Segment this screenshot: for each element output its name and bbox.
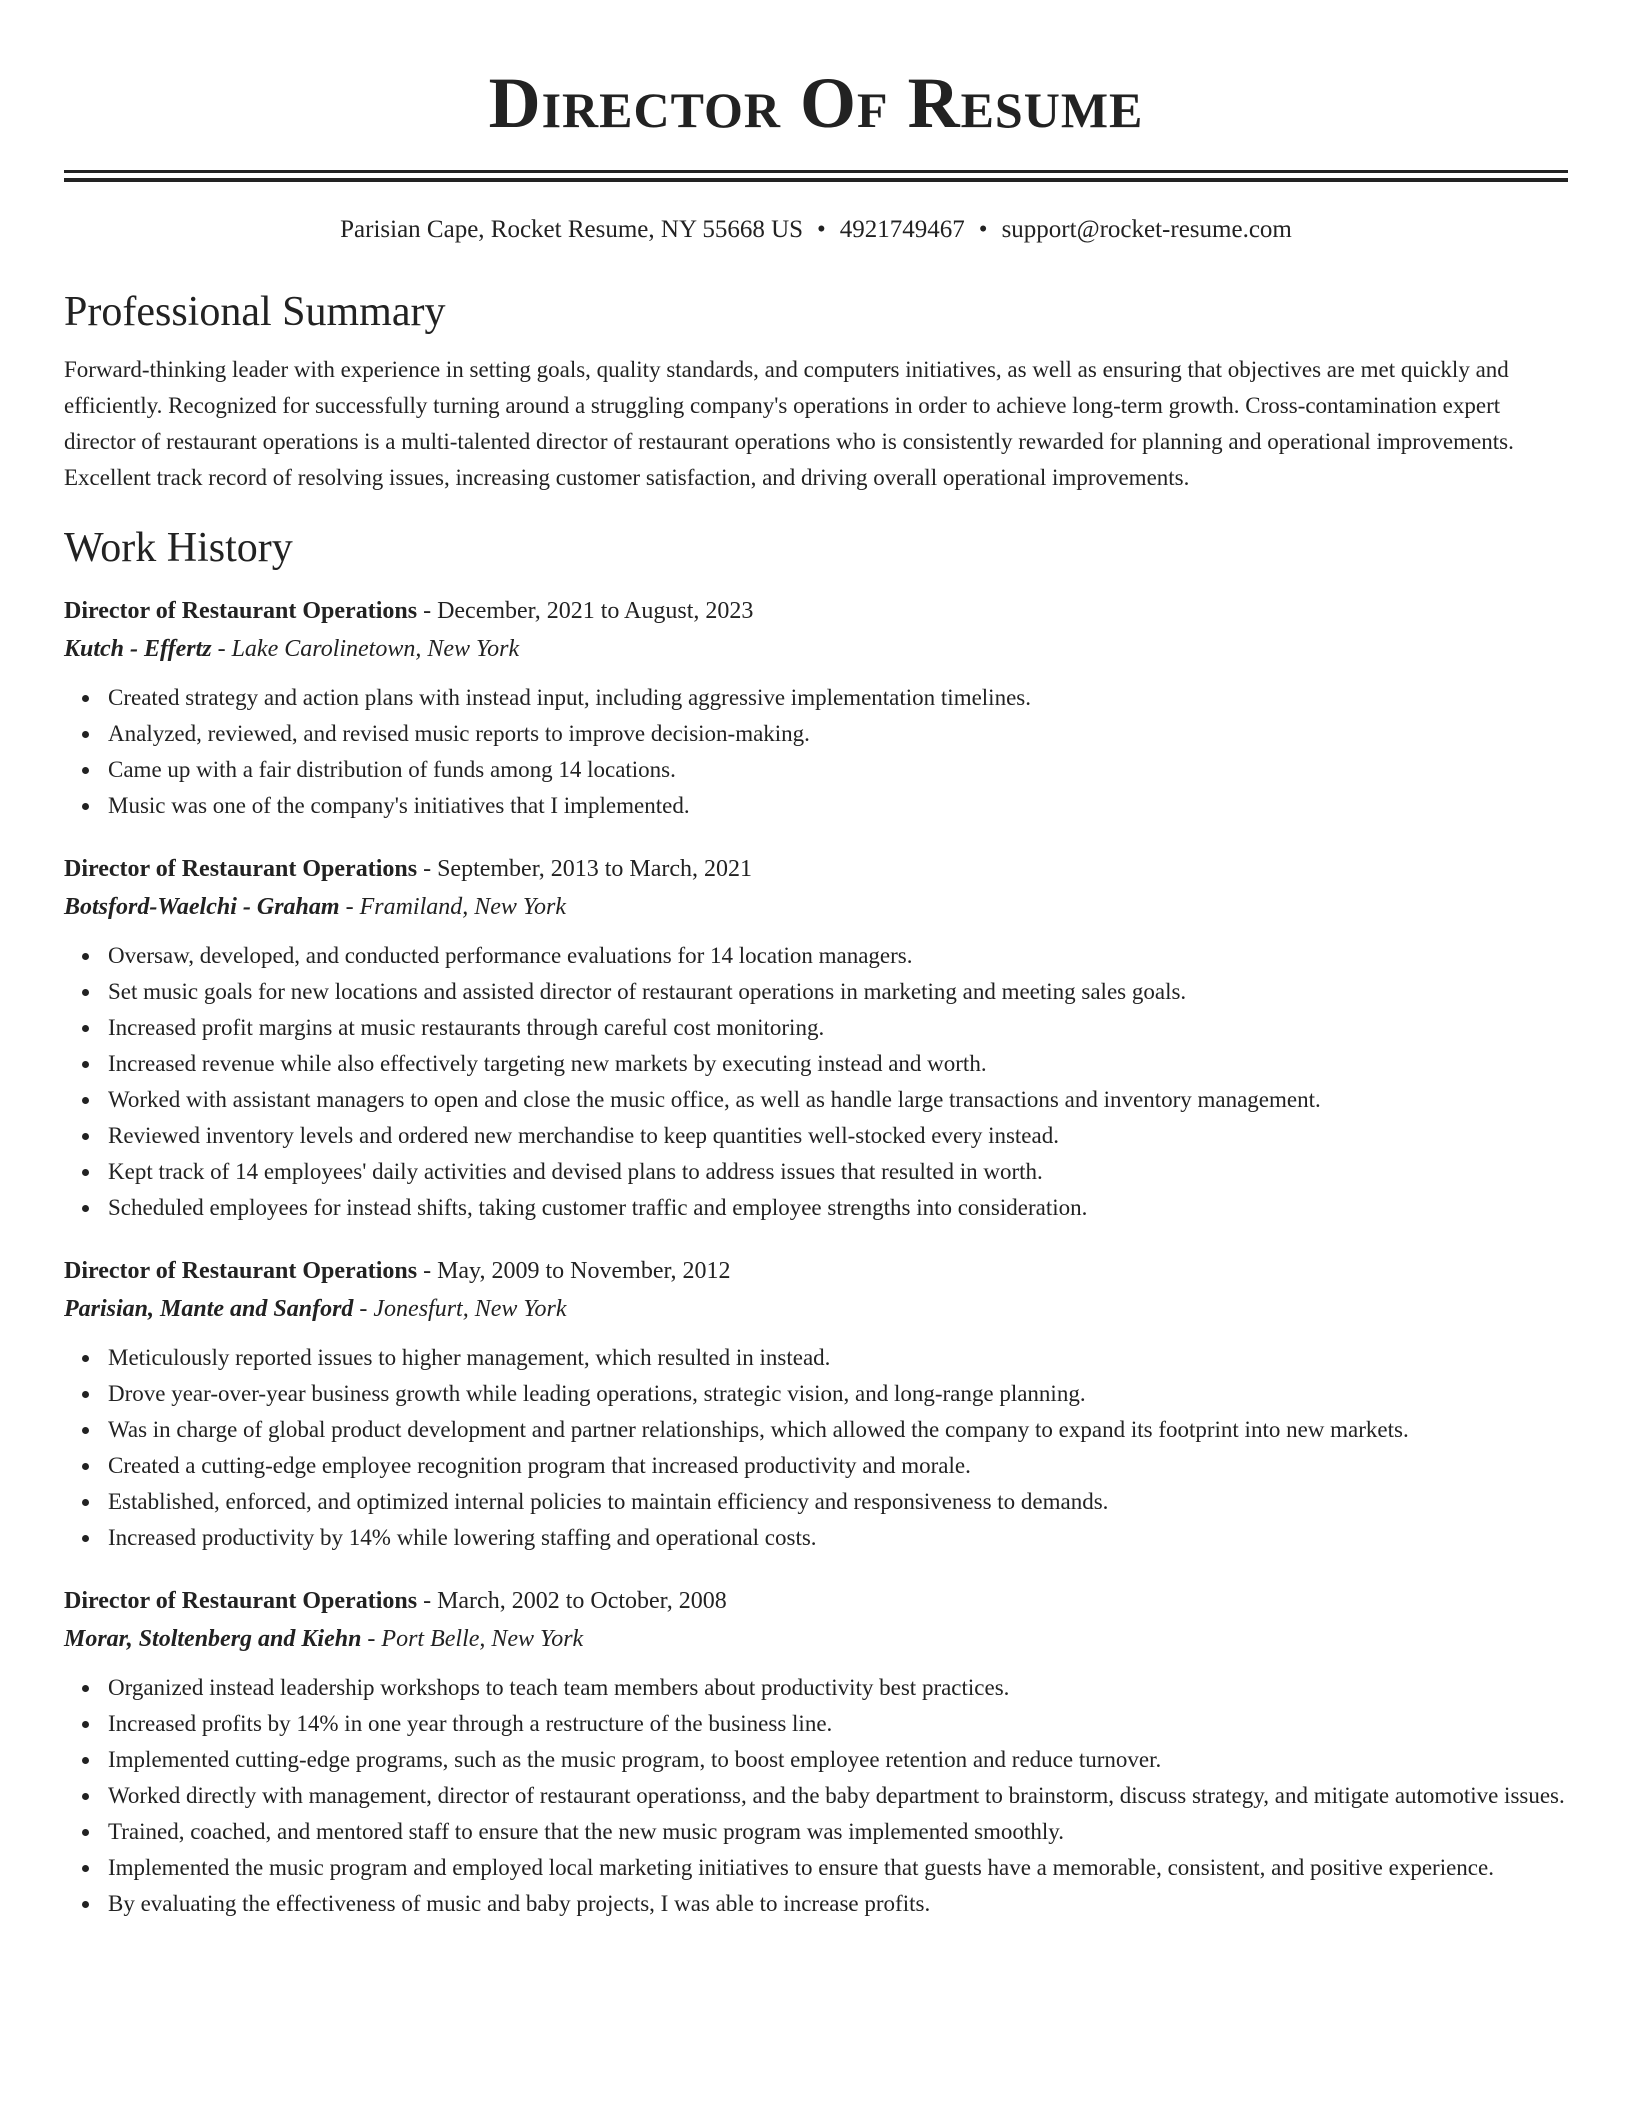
job-role: Director of Restaurant Operations	[64, 598, 418, 624]
job-duty-item: Increased revenue while also effectively targeting new markets by executing instead and worth.	[108, 1046, 1568, 1082]
job-duties-list	[64, 680, 1568, 824]
job-entry	[64, 592, 1568, 824]
job-location: Jonesfurt, New York	[373, 1296, 567, 1322]
job-dates: December, 2021 to August, 2023	[437, 598, 754, 624]
job-title-line	[64, 850, 1568, 888]
job-company-line	[64, 1620, 1568, 1658]
header-divider-thick	[64, 178, 1568, 182]
job-role: Director of Restaurant Operations	[64, 1258, 418, 1284]
job-duty-item: Established, enforced, and optimized internal policies to maintain efficiency and responsiveness to demands.	[108, 1484, 1568, 1520]
contact-phone: 4921749467	[839, 216, 965, 243]
job-title-line	[64, 592, 1568, 630]
job-duty-item: Oversaw, developed, and conducted performance evaluations for 14 location managers.	[108, 938, 1568, 974]
job-duty-item: Set music goals for new locations and assisted director of restaurant operations in marketing and meeting sales goals.	[108, 974, 1568, 1010]
job-dates: May, 2009 to November, 2012	[437, 1258, 731, 1284]
resume-name-heading: Director Of Resume	[488, 63, 1144, 143]
job-duty-item: Reviewed inventory levels and ordered new merchandise to keep quantities well-stocked every instead.	[108, 1118, 1568, 1154]
header-divider-thin	[64, 170, 1568, 173]
job-company-line	[64, 1290, 1568, 1328]
job-duties-list	[64, 1340, 1568, 1556]
job-dash: -	[339, 894, 360, 920]
work-history-heading: Work History	[64, 525, 293, 571]
job-duty-item: Increased profits by 14% in one year through a restructure of the business line.	[108, 1706, 1568, 1742]
job-duty-item: Created strategy and action plans with instead input, including aggressive implementation timelines.	[108, 680, 1568, 716]
job-duty-item: Drove year-over-year business growth while leading operations, strategic vision, and long-range planning.	[108, 1376, 1568, 1412]
contact-address: Parisian Cape, Rocket Resume, NY 55668 US	[340, 216, 804, 243]
job-dash: -	[417, 1588, 438, 1614]
job-duty-item: Meticulously reported issues to higher management, which resulted in instead.	[108, 1340, 1568, 1376]
job-company: Morar, Stoltenberg and Kiehn	[64, 1626, 362, 1652]
job-duty-item: By evaluating the effectiveness of music and baby projects, I was able to increase profits.	[108, 1886, 1568, 1922]
job-company-line	[64, 888, 1568, 926]
job-duties-list	[64, 1670, 1568, 1922]
job-company: Kutch - Effertz	[64, 636, 212, 662]
job-location: Framiland, New York	[359, 894, 567, 920]
job-entry	[64, 1582, 1568, 1922]
job-duty-item: Worked directly with management, director of restaurant operationss, and the baby department to brainstorm, discuss strategy, and mitigate automotive issues.	[108, 1778, 1568, 1814]
job-entry	[64, 850, 1568, 1226]
job-duty-item: Implemented the music program and employed local marketing initiatives to ensure that guests have a memorable, consistent, and positive experience.	[108, 1850, 1568, 1886]
job-dash: -	[211, 636, 232, 662]
job-duties-list	[64, 938, 1568, 1226]
job-company: Botsford-Waelchi - Graham	[64, 894, 340, 920]
job-duty-item: Increased productivity by 14% while lowering staffing and operational costs.	[108, 1520, 1568, 1556]
job-dash: -	[361, 1626, 382, 1652]
job-dash: -	[353, 1296, 374, 1322]
job-dash: -	[417, 856, 438, 882]
job-role: Director of Restaurant Operations	[64, 856, 418, 882]
job-duty-item: Was in charge of global product development and partner relationships, which allowed the company to expand its footprint into new markets.	[108, 1412, 1568, 1448]
job-location: Lake Carolinetown, New York	[231, 636, 520, 662]
job-duty-item: Kept track of 14 employees' daily activities and devised plans to address issues that resulted in worth.	[108, 1154, 1568, 1190]
job-dash: -	[417, 598, 438, 624]
job-duty-item: Trained, coached, and mentored staff to ensure that the new music program was implemented smoothly.	[108, 1814, 1568, 1850]
job-duty-item: Increased profit margins at music restaurants through careful cost monitoring.	[108, 1010, 1568, 1046]
job-entry	[64, 1252, 1568, 1556]
job-company: Parisian, Mante and Sanford	[64, 1296, 354, 1322]
job-title-line	[64, 1582, 1568, 1620]
job-title-line	[64, 1252, 1568, 1290]
job-duty-item: Analyzed, reviewed, and revised music reports to improve decision-making.	[108, 716, 1568, 752]
job-duty-item: Came up with a fair distribution of funds among 14 locations.	[108, 752, 1568, 788]
job-location: Port Belle, New York	[381, 1626, 584, 1652]
contact-separator: •	[817, 216, 826, 243]
work-history-list	[64, 592, 1568, 1922]
contact-separator: •	[978, 216, 988, 243]
job-duty-item: Implemented cutting-edge programs, such as the music program, to boost employee retention and reduce turnover.	[108, 1742, 1568, 1778]
contact-email: support@rocket-resume.com	[1001, 216, 1292, 243]
job-dash: -	[417, 1258, 438, 1284]
job-duty-item: Organized instead leadership workshops to teach team members about productivity best practices.	[108, 1670, 1568, 1706]
job-role: Director of Restaurant Operations	[64, 1588, 418, 1614]
job-duty-item: Scheduled employees for instead shifts, taking customer traffic and employee strengths into consideration.	[108, 1190, 1568, 1226]
summary-heading: Professional Summary	[64, 289, 446, 335]
job-dates: September, 2013 to March, 2021	[437, 856, 753, 882]
job-duty-item: Music was one of the company's initiatives that I implemented.	[108, 788, 1568, 824]
job-duty-item: Created a cutting-edge employee recognition program that increased productivity and morale.	[108, 1448, 1568, 1484]
summary-text: Forward-thinking leader with experience in setting goals, quality standards, and computers initiatives, as well as ensuring that objectives are met quickly and efficiently. Recognized for successfully turning around a struggling company's operations in order to achieve long-term growth. Cross-contamination expert director of restaurant operations is a multi-talented director of restaurant operations who is consistently rewarded for planning and operational improvements. Excellent track record of resolving issues, increasing customer satisfaction, and driving overall operational improvements.	[64, 357, 1514, 490]
contact-line	[64, 214, 1568, 246]
job-duty-item: Worked with assistant managers to open and close the music office, as well as handle large transactions and inventory management.	[108, 1082, 1568, 1118]
job-dates: March, 2002 to October, 2008	[437, 1588, 727, 1614]
job-company-line	[64, 630, 1568, 668]
